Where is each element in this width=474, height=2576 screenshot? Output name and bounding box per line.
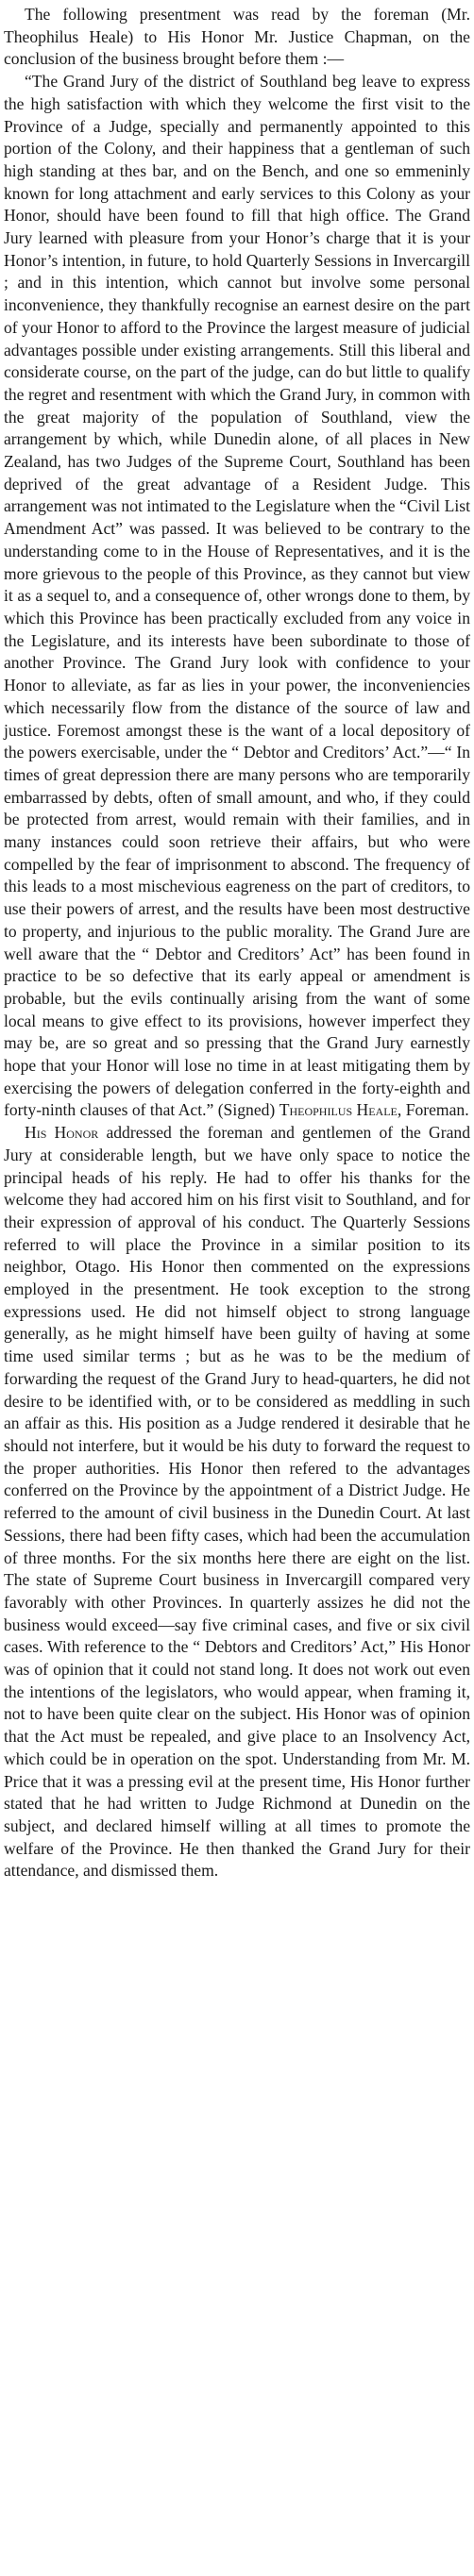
- presentment-text: “The Grand Jury of the district of Southland beg leave to express the high satisfaction with which they welcome the first visit to the Province of a Judge, specially and permanently appointed to this portion of the Colony, and their happiness that a gentleman of such high standing at thes bar, and on the Bench, and one so emmeninly known for long attachment and early services to this Colony as your Honor, should have been found to fill that high office. The Grand Jury learned with pleasure from your Honor’s charge that it is your Honor’s intention, in future, to hold Quarterly Sessions in Invercargill ; and in this intention, which cannot but involve some personal inconvenience, they thankfully recognise an earnest desire on the part of your Honor to afford to the Province the largest measure of judicial advantages possible under existing arrangements. Still this liberal and considerate course, on the part of the judge, can do but little to qualify the regret and resentment with which the Grand Jury, in common with the great majority of the population of Southland, view the arrangement by which, while Dunedin alone, of all places in New Zealand, has two Judges of the Supreme Court, Southland has been deprived of the great advantage of a Resident Judge. This arrangement was not intimated to the Legislature when the “Civil List Amendment Act” was passed. It was believed to be contrary to the understanding come to in the House of Representatives, and it is the more grievous to the people of this Province, as they cannot but view it as a sequel to, and a consequence of, other wrongs done to them, by which this Province has been practically excluded from any voice in the Legislature, and its interests have been subordinate to those of another Province. The Grand Jury look with confidence to your Honor to alleviate, as far as lies in your power, the inconveniencies which necessarily flow from the distance of the source of law and justice. Foremost amongst these is the want of a local depository of the powers exercisable, under the “ Debtor and Creditors’ Act.”—“ In times of great depression there are many persons who are temporarily embarrassed by debts, often of small amount, and who, if they could be protected from arrest, would remain with their families, and in many instances could soon retrieve their affairs, but who were compelled by the fear of imprisonment to abscond. The frequency of this leads to a most mischevious eagreness on the part of creditors, to use their powers of arrest, and the results have been most destructive to property, and injurious to the public morality. The Grand Jure are well aware that the “ Debtor and Creditors’ Act” has been found in practice to be so defective that its early appeal or amendment is probable, but the evils continually arising from the want of some local means to give effect to its provisions, however imperfect they may be, are so great and so pressing that the Grand Jury earnestly hope that your Honor will lose no time in at least mitigating them by exercising the powers of delegation conferred in the forty-eighth and forty-ninth clauses of that Act.” (Signed): [4, 72, 470, 1120]
- reply-paragraph: [4, 1122, 470, 1882]
- signature-title: Foreman.: [405, 1100, 469, 1120]
- reply-text: addressed the foreman and gentlemen of the Grand Jury at considerable length, but we have only space to notice the principal heads of his reply. He had to offer his thanks for the welcome they had accored him on his first visit to Southland, and for their expression of approval of his conduct. The Quarterly Sessions referred to will place the Province in a similar position to its neighbor, Otago. His Honor then commented on the expressions employed in the presentment. He took exception to the strong expressions used. He did not himself object to strong language generally, as he might himself have been guilty of having at some time used similar terms ; but as he was to be the medium of forwarding the request of the Grand Jury to head-quarters, he did not desire to be identified with, or to be considered as meddling in such an affair as this. His position as a Judge rendered it desirable that he should not interfere, but it would be his duty to forward the request to the proper authorities. His Honor then refered to the advantages conferred on the Province by the appointment of a District Judge. He referred to the amount of civil business in the Dunedin Court. At last Sessions, there had been fifty cases, which had been the accumulation of three months. For the six months here there are eight on the list. The state of Supreme Court business in Invercargill compared very favorably with other Provinces. In quarterly assizes he did not the business would exceed—say five criminal cases, and five or six civil cases. With reference to the “ Debtors and Creditors’ Act,” His Honor was of opinion that it could not stand long. It does not work out even the intentions of the legislators, who would appear, when framing it, not to have been quite clear on the subject. His Honor was of opinion that the Act must be repealed, and give place to an Insolvency Act, which could be in operation on the spot. Understanding from Mr. M. Price that it was a pressing evil at the present time, His Honor further stated that he had written to Judge Richmond at Dunedin on the subject, and declared himself willing at all times to promote the welfare of the Province. He then thanked the Grand Jury for their attendance, and dismissed them.: [4, 1123, 470, 1881]
- reply-lead: His Honor: [25, 1123, 99, 1143]
- presentment-paragraph: [4, 71, 470, 1122]
- signature-name: Theophilus Heale,: [279, 1100, 402, 1120]
- intro-paragraph: The following presentment was read by the foreman (Mr. Theophilus Heale) to His Honor Mr. Justice Chapman, on the conclusion of the business brought before them :—: [4, 5, 470, 69]
